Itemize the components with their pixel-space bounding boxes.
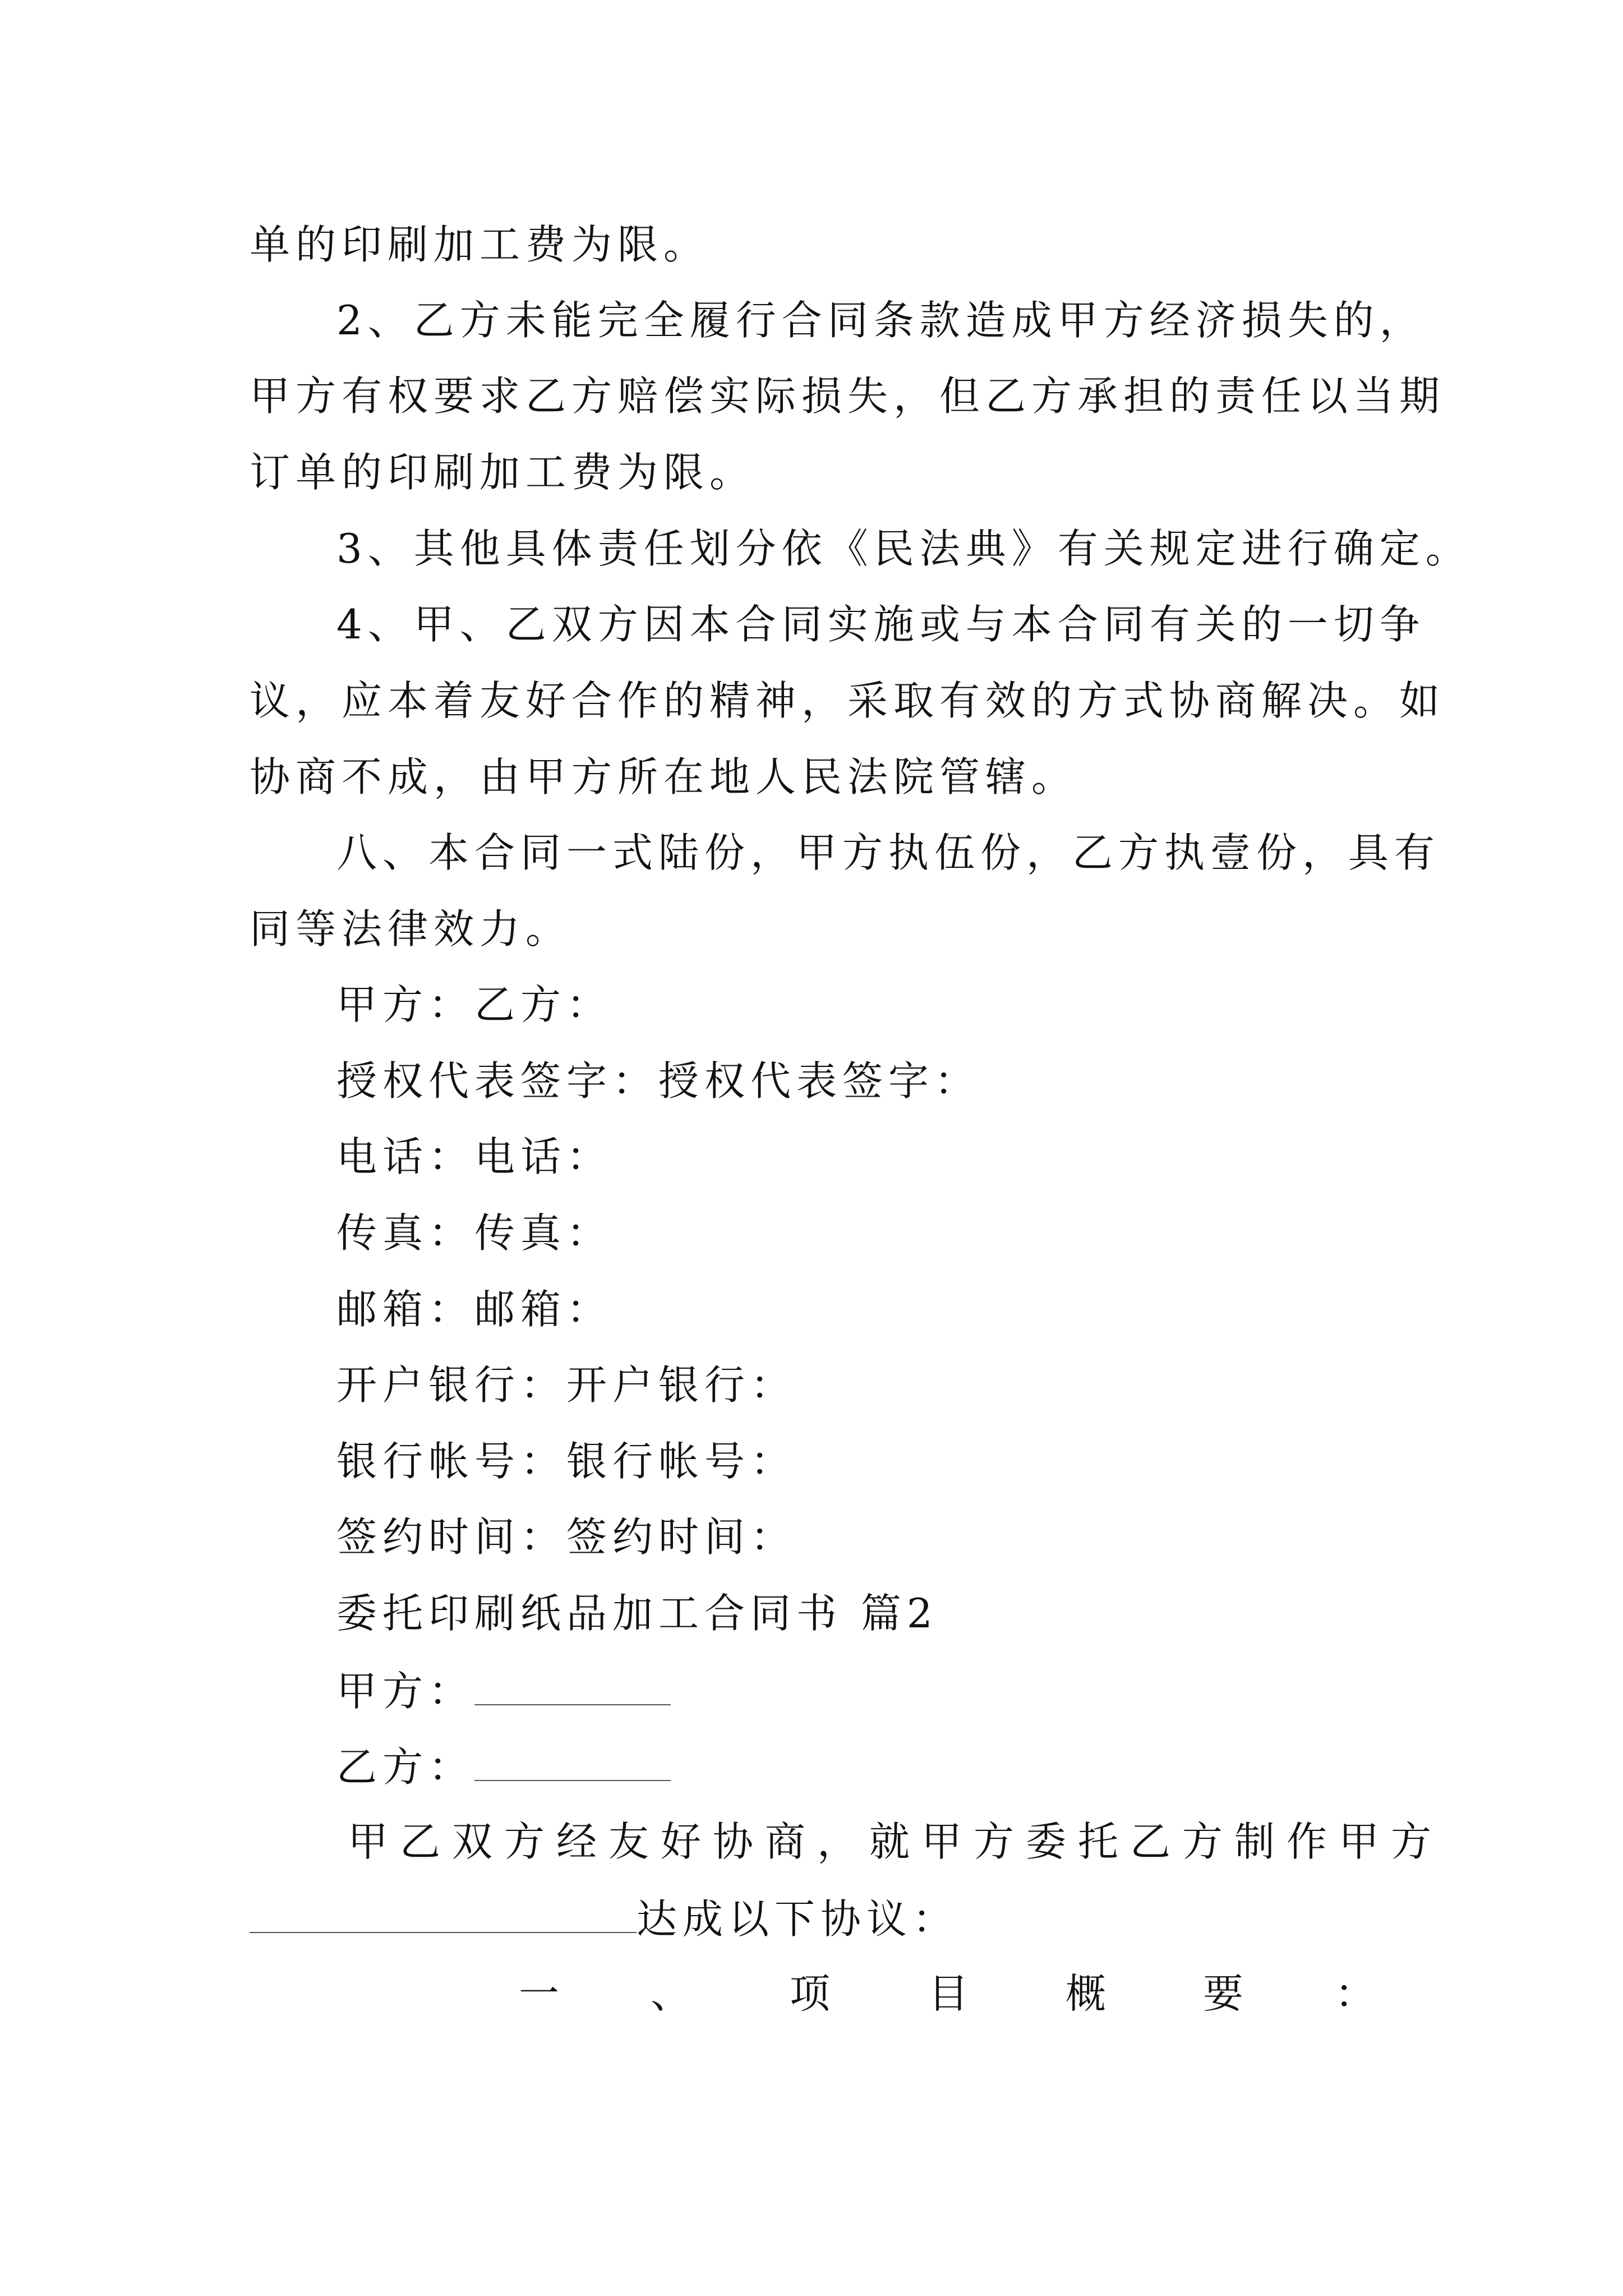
- party-a-label: 甲方：: [336, 1668, 475, 1715]
- party-a-field: [336, 1668, 671, 1715]
- party-b-blank: [474, 1745, 671, 1781]
- party-a-blank: [474, 1669, 671, 1705]
- text-line: 同等法律效力。: [250, 905, 572, 953]
- project-blank: [250, 1897, 637, 1933]
- heading-char: 一: [519, 1970, 560, 2017]
- heading-char: ：: [1335, 1970, 1376, 2017]
- text-line: 2、乙方未能完全履行合同条款造成甲方经济损失的，: [336, 297, 1426, 344]
- signature-bank-line: 开户银行：开户银行：: [336, 1361, 797, 1409]
- party-b-field: [336, 1743, 671, 1791]
- heading-char: 目: [928, 1970, 969, 2017]
- agreement-tail: 达成以下协议：: [637, 1895, 959, 1943]
- text-line: 八、本合同一式陆份，甲方执伍份，乙方执壹份，具有: [336, 829, 1441, 876]
- text-line: 单的印刷加工费为限。: [250, 221, 710, 268]
- agreement-tail-line: [250, 1895, 959, 1943]
- text-line: 协商不成，由甲方所在地人民法院管辖。: [250, 753, 1078, 800]
- text-line: 甲方有权要求乙方赔偿实际损失，但乙方承担的责任以当期: [250, 372, 1446, 420]
- section-title: 委托印刷纸品加工合同书 篇2: [336, 1590, 938, 1637]
- agreement-intro: 甲乙双方经友好协商，就甲方委托乙方制作甲方: [348, 1818, 1444, 1865]
- signature-rep-line: 授权代表签字：授权代表签字：: [336, 1057, 981, 1105]
- heading-char: 概: [1066, 1970, 1106, 2017]
- signature-email-line: 邮箱：邮箱：: [336, 1286, 613, 1333]
- text-line: 3、其他具体责任划分依《民法典》有关规定进行确定。: [336, 525, 1472, 572]
- signature-date-line: 签约时间：签约时间：: [336, 1513, 797, 1561]
- signature-party-line: 甲方：乙方：: [336, 981, 613, 1028]
- signature-phone-line: 电话：电话：: [336, 1133, 613, 1180]
- signature-fax-line: 传真：传真：: [336, 1209, 613, 1257]
- heading-char: 项: [790, 1970, 831, 2017]
- heading-char: 要: [1203, 1970, 1244, 2017]
- signature-account-line: 银行帐号：银行帐号：: [336, 1438, 797, 1485]
- text-line: 议，应本着友好合作的精神，采取有效的方式协商解决。如: [250, 677, 1446, 724]
- party-b-label: 乙方：: [336, 1743, 475, 1791]
- text-line: 订单的印刷加工费为限。: [250, 449, 756, 496]
- heading-char: 、: [651, 1970, 691, 2017]
- text-line: 4、甲、乙双方因本合同实施或与本合同有关的一切争: [336, 601, 1426, 648]
